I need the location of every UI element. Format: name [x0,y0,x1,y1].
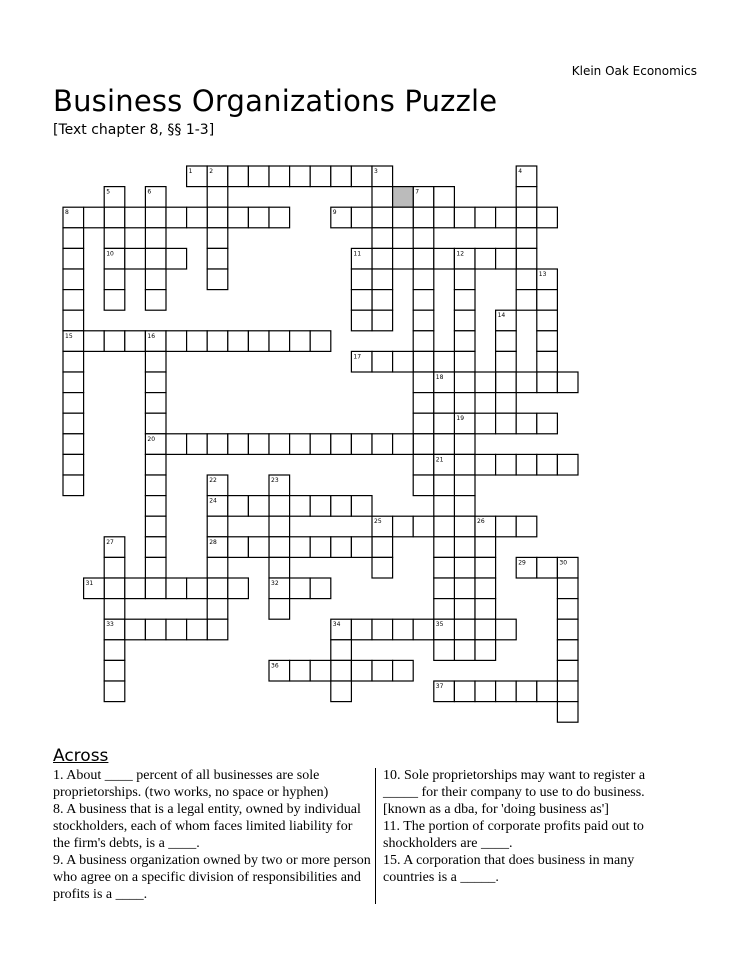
crossword-cell[interactable] [454,619,475,640]
crossword-cell[interactable] [269,557,290,578]
crossword-cell[interactable] [104,331,125,352]
crossword-cell[interactable] [207,248,228,269]
crossword-cell[interactable] [475,599,496,620]
crossword-cell[interactable] [496,516,517,537]
crossword-cell[interactable] [393,351,414,372]
crossword-cell[interactable] [63,228,84,249]
crossword-cell[interactable] [516,516,537,537]
crossword-cell[interactable] [248,434,269,455]
crossword-cell[interactable] [310,166,331,187]
clue-number: 12 [456,250,465,258]
crossword-cell[interactable] [84,207,105,228]
clue-number: 14 [497,312,506,320]
crossword-cell[interactable] [310,660,331,681]
crossword-cell[interactable] [125,207,146,228]
crossword-cell[interactable] [475,619,496,640]
crossword-cell[interactable] [145,516,166,537]
clue-number: 24 [209,497,217,505]
crossword-cell[interactable] [372,537,393,558]
crossword-cell[interactable] [166,434,187,455]
crossword-cell[interactable] [454,578,475,599]
crossword-cell[interactable] [351,166,372,187]
crossword-cell[interactable] [537,310,558,331]
crossword-cell[interactable] [187,331,208,352]
clue-number: 2 [209,168,214,175]
crossword-cell[interactable] [310,537,331,558]
crossword-cell[interactable] [434,599,455,620]
crossword-cell[interactable] [207,207,228,228]
crossword-cell[interactable] [228,496,249,517]
crossword-cell[interactable] [537,557,558,578]
crossword-cell[interactable] [454,393,475,414]
crossword-cell[interactable] [248,166,269,187]
crossword-cell[interactable] [331,660,352,681]
crossword-cell[interactable] [331,537,352,558]
crossword-cell[interactable] [228,578,249,599]
crossword-cell[interactable] [434,578,455,599]
crossword-cell[interactable] [413,331,434,352]
crossword-cell[interactable] [207,331,228,352]
crossword-cell[interactable] [125,619,146,640]
crossword-cell[interactable] [537,207,558,228]
crossword-cell[interactable] [516,454,537,475]
clue-number: 34 [332,621,341,629]
crossword-cell[interactable] [104,228,125,249]
crossword-cell[interactable] [84,331,105,352]
crossword-cell[interactable] [331,166,352,187]
crossword-cell[interactable] [413,619,434,640]
crossword-cell[interactable] [496,351,517,372]
crossword-cell[interactable] [248,331,269,352]
crossword-cell[interactable] [434,187,455,208]
crossword-cell[interactable] [269,166,290,187]
crossword-cell[interactable] [537,290,558,311]
crossword-cell[interactable] [125,578,146,599]
crossword-cell[interactable] [351,434,372,455]
crossword-cell[interactable] [63,413,84,434]
crossword-cell[interactable] [557,640,578,661]
crossword-cell[interactable] [454,475,475,496]
crossword-cell[interactable] [207,599,228,620]
clue-number: 9 [332,209,337,217]
crossword-cell[interactable] [310,578,331,599]
crossword-cell[interactable] [166,578,187,599]
crossword-cell[interactable] [516,269,537,290]
crossword-cell[interactable] [372,557,393,578]
crossword-cell[interactable] [145,207,166,228]
crossword-cell[interactable] [393,619,414,640]
crossword-cell[interactable] [207,228,228,249]
crossword-cell[interactable] [413,228,434,249]
crossword-cell[interactable] [516,290,537,311]
crossword-cell[interactable] [413,454,434,475]
crossword-cell[interactable] [475,640,496,661]
crossword-cell[interactable] [351,496,372,517]
crossword-cell[interactable] [228,537,249,558]
crossword-cell[interactable] [145,537,166,558]
clue-number: 15 [65,332,73,340]
crossword-cell[interactable] [537,372,558,393]
crossword-cell[interactable] [290,537,311,558]
crossword-cell[interactable] [372,290,393,311]
crossword-cell[interactable] [290,331,311,352]
clue-number: 19 [456,415,465,423]
crossword-cell[interactable] [393,660,414,681]
crossword-cell[interactable] [166,619,187,640]
crossword-cell[interactable] [434,537,455,558]
crossword-cell[interactable] [63,454,84,475]
crossword-cell[interactable] [166,331,187,352]
crossword-cell[interactable] [475,578,496,599]
crossword-cell[interactable] [413,434,434,455]
crossword-cell[interactable] [310,331,331,352]
crossword-cell[interactable] [187,207,208,228]
crossword-cell[interactable] [104,681,125,702]
crossword-cell[interactable] [413,351,434,372]
crossword-cell[interactable] [496,413,517,434]
crossword-cell[interactable] [496,681,517,702]
crossword-cell[interactable] [454,640,475,661]
crossword-cell[interactable] [413,393,434,414]
crossword-cell[interactable] [516,413,537,434]
crossword-cell[interactable] [434,516,455,537]
crossword-cell[interactable] [434,557,455,578]
crossword-cell[interactable] [125,248,146,269]
clue-number: 20 [147,435,156,443]
clue-number: 33 [106,621,114,629]
crossword-cell[interactable] [413,516,434,537]
crossword-cell[interactable] [207,619,228,640]
across-heading: Across [53,746,109,766]
clue-number: 30 [559,559,568,567]
crossword-cell[interactable] [290,660,311,681]
crossword-cell[interactable] [372,351,393,372]
crossword-cell[interactable] [63,290,84,311]
clue-9: 9. A business organization owned by two or more person who agree on a specific division of responsibilities and profits is a ____. [53,853,371,902]
crossword-cell[interactable] [269,207,290,228]
crossword-cell[interactable] [310,434,331,455]
crossword-cell[interactable] [207,269,228,290]
crossword-cell[interactable] [104,660,125,681]
crossword-cell[interactable] [331,434,352,455]
crossword-cell[interactable] [269,496,290,517]
crossword-cell[interactable] [516,248,537,269]
crossword-cell[interactable] [145,290,166,311]
crossword-cell[interactable] [496,248,517,269]
crossword-cell[interactable] [434,640,455,661]
crossword-cell[interactable] [187,434,208,455]
crossword-cell[interactable] [104,207,125,228]
crossword-cell[interactable] [269,537,290,558]
clue-number: 32 [271,580,279,587]
crossword-cell[interactable] [434,434,455,455]
crossword-cell[interactable] [63,434,84,455]
crossword-cell[interactable] [454,310,475,331]
clue-number: 25 [374,518,382,526]
crossword-cell[interactable] [454,496,475,517]
crossword-cell[interactable] [516,681,537,702]
crossword-cell[interactable] [557,660,578,681]
crossword-cell[interactable] [454,351,475,372]
clues-right-column [383,767,683,886]
crossword-cell[interactable] [145,393,166,414]
crossword-cell[interactable] [125,331,146,352]
clues-left-column [53,767,371,903]
crossword-cell[interactable] [454,372,475,393]
crossword-cell[interactable] [63,351,84,372]
crossword-cell[interactable] [269,599,290,620]
crossword-cell[interactable] [454,269,475,290]
clue-number: 29 [518,559,526,567]
clue-11: 11. The portion of corporate profits paid out to shockholders are ____. [383,819,644,851]
clue-number: 1 [188,168,193,175]
crossword-cell[interactable] [413,310,434,331]
crossword-cell[interactable] [145,454,166,475]
crossword-cell[interactable] [145,248,166,269]
class-name: Klein Oak Economics [571,64,697,78]
crossword-cell[interactable] [516,372,537,393]
clue-number: 8 [65,209,69,217]
crossword-cell[interactable] [372,310,393,331]
crossword-cell[interactable] [393,248,414,269]
crossword-cell[interactable] [228,166,249,187]
crossword-cell[interactable] [475,207,496,228]
crossword-cell[interactable] [248,207,269,228]
clue-number: 3 [374,168,378,175]
crossword-cell[interactable] [537,454,558,475]
crossword-cell[interactable] [475,413,496,434]
clue-1: 1. About ____ percent of all businesses are sole proprietorships. (two works, no space or hyphen) [53,768,329,800]
crossword-cell[interactable] [393,516,414,537]
crossword-cell[interactable] [413,290,434,311]
clue-8: 8. A business that is a legal entity, owned by individual stockholders, each of whom faces limited liability for the firm's debts, is a ____. [53,802,361,851]
crossword-cell[interactable] [537,413,558,434]
crossword-cell[interactable] [207,434,228,455]
crossword-cell[interactable] [351,269,372,290]
crossword-cell[interactable] [351,660,372,681]
crossword-cell[interactable] [145,269,166,290]
clue-number: 35 [435,621,444,629]
clue-number: 37 [435,683,444,690]
crossword-cell[interactable] [63,372,84,393]
crossword-cell[interactable] [413,413,434,434]
crossword-cell[interactable] [434,393,455,414]
crossword-cell[interactable] [434,496,455,517]
clue-number: 31 [85,580,94,587]
crossword-cell[interactable] [537,681,558,702]
clue-number: 28 [209,538,217,546]
crossword-cell[interactable] [475,372,496,393]
clue-number: 18 [435,374,444,381]
crossword-cell[interactable] [290,496,311,517]
crossword-cell[interactable] [145,496,166,517]
crossword-cell[interactable] [496,331,517,352]
crossword-cell[interactable] [516,187,537,208]
crossword-cell[interactable] [104,599,125,620]
crossword-cell[interactable] [187,578,208,599]
crossword-cell[interactable] [557,619,578,640]
crossword-cell[interactable] [207,557,228,578]
clue-number: 36 [271,662,279,670]
crossword-cell[interactable] [145,351,166,372]
crossword-cell[interactable] [537,351,558,372]
crossword-cell[interactable] [372,269,393,290]
clue-number: 10 [106,250,114,258]
clue-number: 5 [106,188,111,196]
crossword-cell[interactable] [351,207,372,228]
crossword-cell[interactable] [63,393,84,414]
crossword-cell[interactable] [557,681,578,702]
crossword-cell[interactable] [454,454,475,475]
crossword-cell[interactable] [166,207,187,228]
crossword-cell[interactable] [145,228,166,249]
crossword-cell[interactable] [351,290,372,311]
crossword-cell[interactable] [372,619,393,640]
crossword-cell[interactable] [331,681,352,702]
crossword-cell[interactable] [413,207,434,228]
crossword-cell[interactable] [351,619,372,640]
clue-number: 17 [353,353,362,361]
crossword-cell[interactable] [393,187,414,208]
crossword-cell[interactable] [434,475,455,496]
crossword-cell[interactable] [207,516,228,537]
crossword-cell[interactable] [475,557,496,578]
crossword-cell[interactable] [434,413,455,434]
crossword-cell[interactable] [290,578,311,599]
crossword-cell[interactable] [454,434,475,455]
column-divider [375,768,376,904]
crossword-cell[interactable] [372,434,393,455]
crossword-cell[interactable] [63,248,84,269]
clue-number: 7 [415,188,420,196]
crossword-cell[interactable] [475,537,496,558]
crossword-cell[interactable] [351,310,372,331]
crossword-cell[interactable] [475,681,496,702]
crossword-cell[interactable] [557,578,578,599]
crossword-cell[interactable] [145,413,166,434]
crossword-cell[interactable] [331,640,352,661]
crossword-cell[interactable] [290,166,311,187]
crossword-cell[interactable] [63,475,84,496]
crossword-cell[interactable] [454,599,475,620]
crossword-cell[interactable] [310,496,331,517]
page-subtitle: [Text chapter 8, §§ 1-3] [53,122,215,138]
crossword-cell[interactable] [63,269,84,290]
clue-15: 15. A corporation that does business in many countries is a _____. [383,853,635,885]
crossword-cell[interactable] [454,681,475,702]
crossword-cell[interactable] [145,578,166,599]
crossword-cell[interactable] [413,248,434,269]
crossword-cell[interactable] [372,228,393,249]
clue-number: 27 [106,538,114,546]
crossword-cell[interactable] [269,516,290,537]
crossword-cell[interactable] [516,228,537,249]
clue-10: 10. Sole proprietorships may want to register a _____ for their company to use to do business. [known as a dba, for 'doing business as'] [383,768,646,817]
crossword-cell[interactable] [475,248,496,269]
crossword-cell[interactable] [454,207,475,228]
crossword-cell[interactable] [496,372,517,393]
crossword-cell[interactable] [145,372,166,393]
crossword-cell[interactable] [454,557,475,578]
crossword-cell[interactable] [537,331,558,352]
crossword-cell[interactable] [269,331,290,352]
crossword-cell[interactable] [393,434,414,455]
crossword-cell[interactable] [557,372,578,393]
page-title: Business Organizations Puzzle [53,84,498,118]
crossword-cell[interactable] [166,248,187,269]
crossword-cell[interactable] [290,434,311,455]
crossword-cell[interactable] [228,434,249,455]
crossword-cell[interactable] [496,454,517,475]
crossword-cell[interactable] [413,269,434,290]
crossword-cell[interactable] [269,434,290,455]
clue-number: 21 [435,456,444,464]
crossword-cell[interactable] [145,475,166,496]
clue-number: 22 [209,477,217,484]
crossword-cell[interactable] [496,619,517,640]
clue-number: 26 [477,518,485,526]
crossword-cell[interactable] [372,660,393,681]
crossword-cell[interactable] [372,248,393,269]
crossword-cell[interactable] [248,496,269,517]
crossword-cell[interactable] [104,557,125,578]
crossword-cell[interactable] [434,207,455,228]
clue-number: 4 [518,168,523,175]
crossword-cell[interactable] [228,207,249,228]
crossword-cell[interactable] [63,310,84,331]
crossword-cell[interactable] [351,537,372,558]
crossword-cell[interactable] [145,557,166,578]
crossword-cell[interactable] [393,207,414,228]
clue-number: 13 [538,271,547,278]
crossword-cell[interactable] [331,496,352,517]
crossword-cell[interactable] [104,640,125,661]
crossword-cell[interactable] [557,702,578,723]
crossword-cell[interactable] [104,290,125,311]
clue-number: 11 [353,250,362,258]
crossword-cell[interactable] [145,619,166,640]
crossword-cell[interactable] [496,207,517,228]
crossword-cell[interactable] [228,331,249,352]
crossword-cell[interactable] [454,331,475,352]
crossword-cell[interactable] [557,454,578,475]
crossword-cell[interactable] [104,269,125,290]
crossword-cell[interactable] [187,619,208,640]
crossword-cell[interactable] [454,516,475,537]
crossword-cell[interactable] [207,187,228,208]
clue-number: 23 [271,477,279,484]
crossword-cell[interactable] [372,207,393,228]
crossword-cell[interactable] [475,454,496,475]
crossword-cell[interactable] [413,372,434,393]
crossword-cell[interactable] [454,537,475,558]
crossword-cell[interactable] [207,578,228,599]
crossword-cell[interactable] [413,475,434,496]
crossword-cell[interactable] [496,393,517,414]
crossword-cell[interactable] [557,599,578,620]
clue-number: 16 [147,332,156,340]
crossword-cell[interactable] [104,578,125,599]
crossword-cell[interactable] [434,351,455,372]
crossword-cell[interactable] [434,248,455,269]
crossword-cell[interactable] [454,290,475,311]
crossword-cell[interactable] [248,537,269,558]
clue-number: 6 [147,188,152,196]
crossword-cell[interactable] [372,187,393,208]
crossword-cell[interactable] [516,207,537,228]
